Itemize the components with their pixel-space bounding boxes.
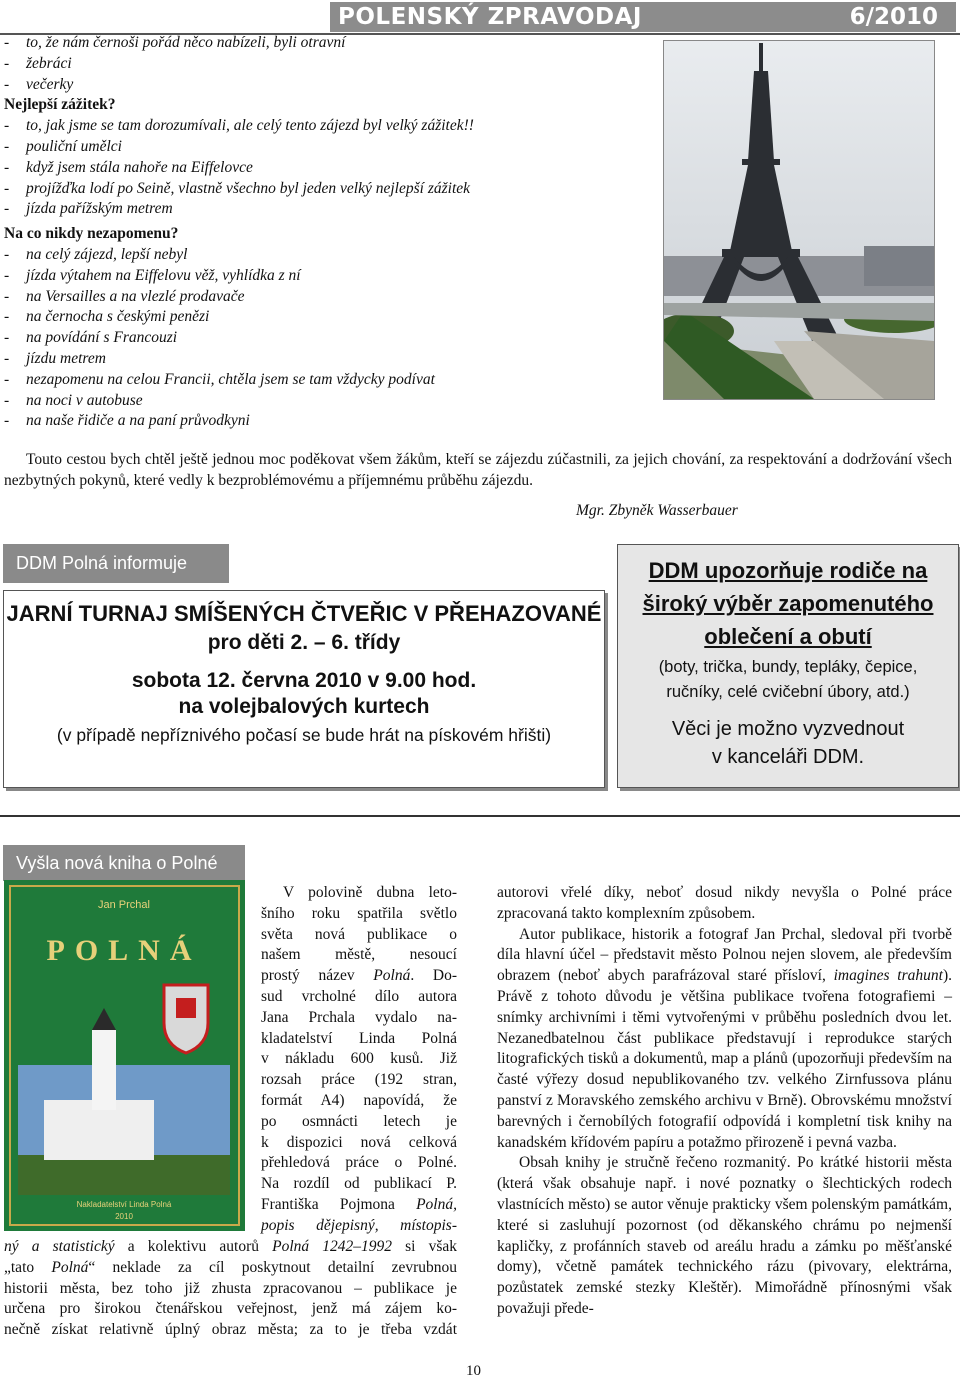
notice-items: (boty, trička, bundy, tepláky, čepice, ručníky, celé cvičební úbory, atd.) [658,658,918,701]
list-item: - to, jak jsme se tam dorozumívali, ale celý tento zájezd byl velký zážitek!! [4,117,474,135]
tournament-grades: pro děti 2. – 6. třídy [207,631,401,654]
list-item: - žebráci [4,54,72,72]
eiffel-tower-photo [663,40,935,400]
list-item: - na povídání s Francouzi [4,329,178,347]
book-cover-graphic [4,880,245,1231]
header-bar [330,2,956,32]
best-heading: Nejlepší zážitek? [4,96,116,114]
book-article-right-column [497,883,952,1320]
list-item: - na naše řidiče a na paní průvodkyni [4,412,250,430]
tournament-venue: na volejbalových kurtech [178,695,430,718]
book-article-intro: V polovině dubna leto- šního roku spatřila světlo světa nová publikace o našem městě, nesoucí prostý název Polná. Do- sud vrcholné dílo autora Jana Prchala vydalo na- kladatelství Linda Polná v nákladu 600 kusů. Již rozsah práce (192 stran, formát A4) napovídá, že po osmnácti letech je k dispozici nová celková přehledová práce o Polné. Na rozdíl od publikací P. Františka Pojmona Polná, popis dějepisný, místopis- [261,884,458,1234]
list-item: - jízda výtahem na Eiffelovu věž, vyhlídka z ní [4,266,301,284]
notice-headline: DDM upozorňuje rodiče na široký výběr zapomenutého oblečení a obutí [642,558,934,649]
top-list [4,33,654,95]
never-list [4,245,654,432]
list-item: - pouliční umělci [4,137,122,155]
cover-title: POLNÁ [46,934,202,967]
notice-pickup: Věci je možno vyzvednout v kanceláři DDM. [671,718,905,768]
list-item: - když jsem stála nahoře na Eiffelovce [4,158,253,176]
eiffel-photo-graphic [664,41,934,399]
signature: Mgr. Zbyněk Wasserbauer [576,502,738,519]
tournament-date: sobota 12. června 2010 v 9.00 hod. [131,669,477,692]
thanks-paragraph: Touto cestou bych chtěl ještě jednou moc poděkovat všem žákům, kteří se zájezdu zúčastnili, za jejich chování, za respektování a dodržování všech nezbytných pokynů, které vedly k bezproblémovému a příjemnému průběhu zájezdu. [4,451,952,489]
list-item: - jízdu metrem [4,349,106,367]
page-number: 10 [466,1363,481,1379]
list-item: - večerky [4,75,74,93]
trip-survey [4,33,654,432]
paragraph: autorovi vřelé díky, neboť dosud nikdy nevyšla o Polné práce zpracovaná takto komplexním způsobem. [497,884,952,922]
list-item: - jízda pařížským metrem [4,200,173,218]
list-item: - na Versailles a na vlezlé prodavače [4,287,245,305]
list-item: - projížďka lodí po Seině, vlastně všechno byl jeden velký nejlepší zážitek [4,179,471,197]
issue-number: 6/2010 [849,4,938,30]
paragraph: Obsah knihy je stručně řečeno rozmanitý. Po krátké historii města (která však obsahuje např. i nové poznatky o šlechtických rodech vlastnících město) se autor věnuje prakticky všem polenským památkám, které si zasluhují pozornost (od děkanského chrámu po nejmenší kapličky, z profánních staveb od areálu hradu a zámku po měšťanské domy), včetně památek technického rázu (pivovary, elektrárna, pozůstatek zemské stezky Kleštěr). Mimořádně přínosnými však považuji přede- [497,1154,952,1317]
section-divider [0,815,960,817]
ddm-section-tab: DDM Polná informuje [3,544,229,583]
lost-and-found-notice [617,544,959,788]
never-heading: Na co nikdy nezapomenu? [4,225,179,243]
cover-publisher: Nakladatelství Linda Polná [76,1200,172,1209]
list-item: - nezapomenu na celou Francii, chtěla jsem se tam vždycky podívat [4,370,435,388]
book-cover-image [4,880,245,1231]
list-item: - na noci v autobuse [4,391,143,409]
list-item: - na celý zájezd, lepší nebyl [4,245,188,263]
paragraph: Autor publikace, historik a fotograf Jan Prchal, sledoval při tvorbě díla hlavní účel – představit město Polnou nejen slovem, ale především obrazem (neboť abych parafrázoval staré přísloví, imagines trahunt). Právě z tohoto důvodu je většina publikace tvořena fotografiemi – snímky archivními i těmi vytvořenými v průběhu posledních dvou let. Nezanedbatelnou část publikace představují i reprodukce starých litografických tisků a dokumentů, map a plánů (upozorňuji především na časté výřezy dosud nepublikovaného tzv. velkého Zirnfussova plánu panství z Moravského zemského archivu v Brně). Obrovskému množství barevných i černobílých fotografií odpovídá i kompletní tisk knihy na kanadském křídovém papíru a potažmo přirozeně i pevná vazba. [497,925,952,1151]
newsletter-title: POLENSKÝ ZPRAVODAJ [338,4,642,30]
book-section-tab: Vyšla nová kniha o Polné [3,845,245,881]
list-item: - to, že nám černoši pořád něco nabízeli, byli otravní [4,34,346,51]
cover-year: 2010 [115,1212,133,1221]
book-article-continued: ný a statistický a kolektivu autorů Polná 1242–1992 si však „tato Polná“ neklade za cíl poskytnout detailní zevrubnou historii města, bez toho již zhusta zpracovanou – publikace je určena pro širokou čtenářskou veřejnost, jenž má zájem ko- nečně získat relativně úplný obraz města; za to je třeba vzdát [4,1238,458,1339]
tournament-weather-note: (v případě nepříznivého počasí se bude hrát na pískovém hřišti) [56,725,552,745]
tournament-announcement [3,590,605,788]
list-item: - na černocha s českými penězi [4,308,210,326]
best-list [4,116,654,220]
cover-author: Jan Prchal [98,899,150,911]
tournament-title: JARNÍ TURNAJ SMÍŠENÝCH ČTVEŘIC V PŘEHAZOVANÉ [6,601,602,626]
